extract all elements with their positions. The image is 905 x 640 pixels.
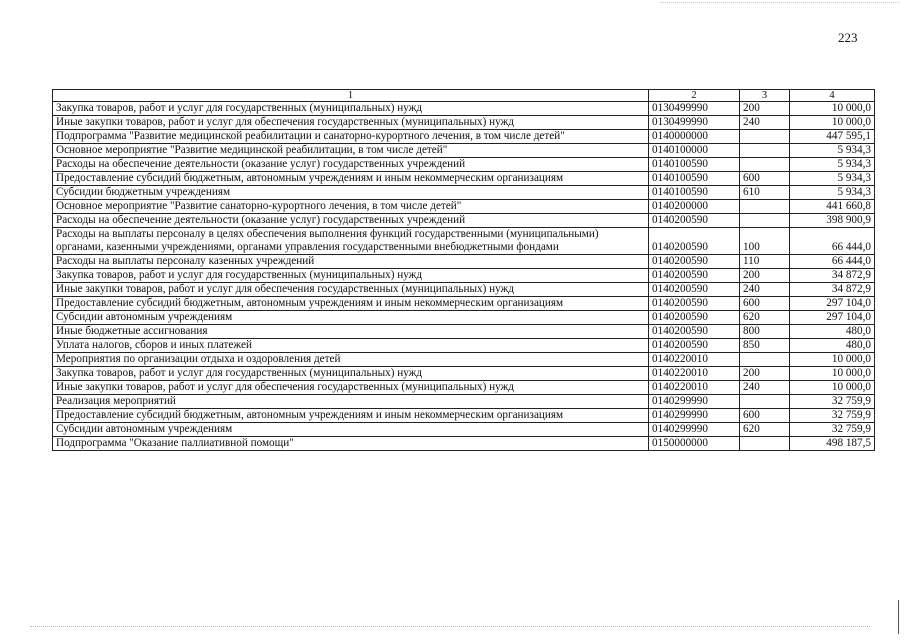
row-name: Мероприятия по организации отдыха и оздоровления детей [53,353,649,367]
table-row [53,339,875,353]
row-name: Предоставление субсидий бюджетным, автономным учреждениям и иным некоммерческим организациям [53,297,649,311]
row-expense-type: 620 [740,311,790,325]
row-amount: 34 872,9 [790,283,875,297]
row-expense-type [740,353,790,367]
row-name: Закупка товаров, работ и услуг для государственных (муниципальных) нужд [53,367,649,381]
row-amount: 10 000,0 [790,102,875,116]
table-row [53,186,875,200]
budget-table [52,89,875,451]
row-expense-type: 600 [740,297,790,311]
row-amount: 32 759,9 [790,409,875,423]
row-expense-type [740,158,790,172]
row-code: 0140200590 [649,228,740,255]
page-number: 223 [838,30,858,45]
row-code: 0140220010 [649,367,740,381]
row-name: Иные закупки товаров, работ и услуг для обеспечения государственных (муниципальных) нужд [53,283,649,297]
row-amount: 34 872,9 [790,269,875,283]
row-name: Подпрограмма "Оказание паллиативной помощи" [53,437,649,451]
table-row [53,409,875,423]
row-name: Закупка товаров, работ и услуг для государственных (муниципальных) нужд [53,102,649,116]
row-name: Субсидии автономным учреждениям [53,311,649,325]
row-name: Иные закупки товаров, работ и услуг для обеспечения государственных (муниципальных) нужд [53,381,649,395]
row-amount: 32 759,9 [790,423,875,437]
row-expense-type: 850 [740,339,790,353]
row-code: 0140100590 [649,158,740,172]
row-code: 0140200590 [649,297,740,311]
row-name: Субсидии бюджетным учреждениям [53,186,649,200]
table-row [53,228,875,255]
row-code: 0140000000 [649,130,740,144]
scan-artifact-bottom [30,626,870,627]
row-expense-type: 200 [740,102,790,116]
row-amount: 10 000,0 [790,367,875,381]
row-amount: 297 104,0 [790,311,875,325]
row-amount: 10 000,0 [790,353,875,367]
header-col-3: 3 [740,90,790,102]
row-name: Иные бюджетные ассигнования [53,325,649,339]
row-code: 0130499990 [649,116,740,130]
table-row [53,214,875,228]
row-code: 0140200590 [649,255,740,269]
table-row [53,144,875,158]
row-expense-type: 610 [740,186,790,200]
row-expense-type [740,130,790,144]
row-name: Реализация мероприятий [53,395,649,409]
row-amount: 480,0 [790,325,875,339]
row-code: 0140200590 [649,339,740,353]
table-row [53,325,875,339]
row-amount: 447 595,1 [790,130,875,144]
table-row [53,283,875,297]
row-expense-type [740,395,790,409]
row-name: Подпрограмма "Развитие медицинской реабилитации и санаторно-курортного лечения, в том числе детей" [53,130,649,144]
row-expense-type [740,214,790,228]
table-row [53,116,875,130]
row-code: 0140100000 [649,144,740,158]
row-name: Основное мероприятие "Развитие санаторно-курортного лечения, в том числе детей" [53,200,649,214]
row-expense-type: 200 [740,269,790,283]
row-name: Иные закупки товаров, работ и услуг для обеспечения государственных (муниципальных) нужд [53,116,649,130]
header-col-1: 1 [53,90,649,102]
row-code: 0140200590 [649,214,740,228]
table-row [53,102,875,116]
row-expense-type [740,437,790,451]
row-expense-type: 240 [740,116,790,130]
row-name: Субсидии автономным учреждениям [53,423,649,437]
row-expense-type: 800 [740,325,790,339]
row-expense-type: 100 [740,228,790,255]
table-row [53,200,875,214]
row-expense-type [740,144,790,158]
row-amount: 5 934,3 [790,158,875,172]
row-code: 0130499990 [649,102,740,116]
row-code: 0140200590 [649,325,740,339]
row-code: 0150000000 [649,437,740,451]
row-expense-type [740,200,790,214]
row-code: 0140220010 [649,353,740,367]
row-amount: 10 000,0 [790,381,875,395]
row-amount: 441 660,8 [790,200,875,214]
table-row [53,158,875,172]
row-expense-type: 600 [740,172,790,186]
row-amount: 10 000,0 [790,116,875,130]
row-expense-type: 200 [740,367,790,381]
row-name: Расходы на выплаты персоналу казенных учреждений [53,255,649,269]
row-amount: 297 104,0 [790,297,875,311]
row-amount: 32 759,9 [790,395,875,409]
row-code: 0140100590 [649,186,740,200]
row-name: Предоставление субсидий бюджетным, автономным учреждениям и иным некоммерческим организациям [53,409,649,423]
row-amount: 480,0 [790,339,875,353]
table-row [53,367,875,381]
table-row [53,311,875,325]
row-name: Закупка товаров, работ и услуг для государственных (муниципальных) нужд [53,269,649,283]
table-row [53,437,875,451]
table-row [53,172,875,186]
row-code: 0140200590 [649,311,740,325]
table-header-row [53,90,875,102]
table-row [53,353,875,367]
row-name: Расходы на обеспечение деятельности (оказание услуг) государственных учреждений [53,158,649,172]
header-col-2: 2 [649,90,740,102]
row-code: 0140200000 [649,200,740,214]
row-expense-type: 240 [740,381,790,395]
table-row [53,395,875,409]
row-expense-type: 600 [740,409,790,423]
table-row [53,130,875,144]
scan-artifact-top [660,2,900,3]
scan-edge-mark [898,600,899,634]
row-expense-type: 240 [740,283,790,297]
row-expense-type: 110 [740,255,790,269]
row-code: 0140299990 [649,395,740,409]
table-row [53,255,875,269]
row-amount: 5 934,3 [790,186,875,200]
row-amount: 5 934,3 [790,172,875,186]
table-body [53,102,875,451]
table-row [53,381,875,395]
row-name: Основное мероприятие "Развитие медицинской реабилитации, в том числе детей" [53,144,649,158]
row-expense-type: 620 [740,423,790,437]
row-name: Уплата налогов, сборов и иных платежей [53,339,649,353]
row-amount: 5 934,3 [790,144,875,158]
row-amount: 66 444,0 [790,255,875,269]
row-code: 0140299990 [649,409,740,423]
table-row [53,269,875,283]
row-name: Расходы на обеспечение деятельности (оказание услуг) государственных учреждений [53,214,649,228]
header-col-4: 4 [790,90,875,102]
row-name: Предоставление субсидий бюджетным, автономным учреждениям и иным некоммерческим организациям [53,172,649,186]
row-amount: 66 444,0 [790,228,875,255]
row-code: 0140200590 [649,283,740,297]
row-code: 0140100590 [649,172,740,186]
row-amount: 398 900,9 [790,214,875,228]
row-amount: 498 187,5 [790,437,875,451]
row-code: 0140299990 [649,423,740,437]
row-name: Расходы на выплаты персоналу в целях обеспечения выполнения функций государственными (муниципальными) органами, казенными учреждениями, органами управления государственными внебюджетными фондами [53,228,649,255]
row-code: 0140220010 [649,381,740,395]
table-row [53,297,875,311]
row-code: 0140200590 [649,269,740,283]
table-row [53,423,875,437]
